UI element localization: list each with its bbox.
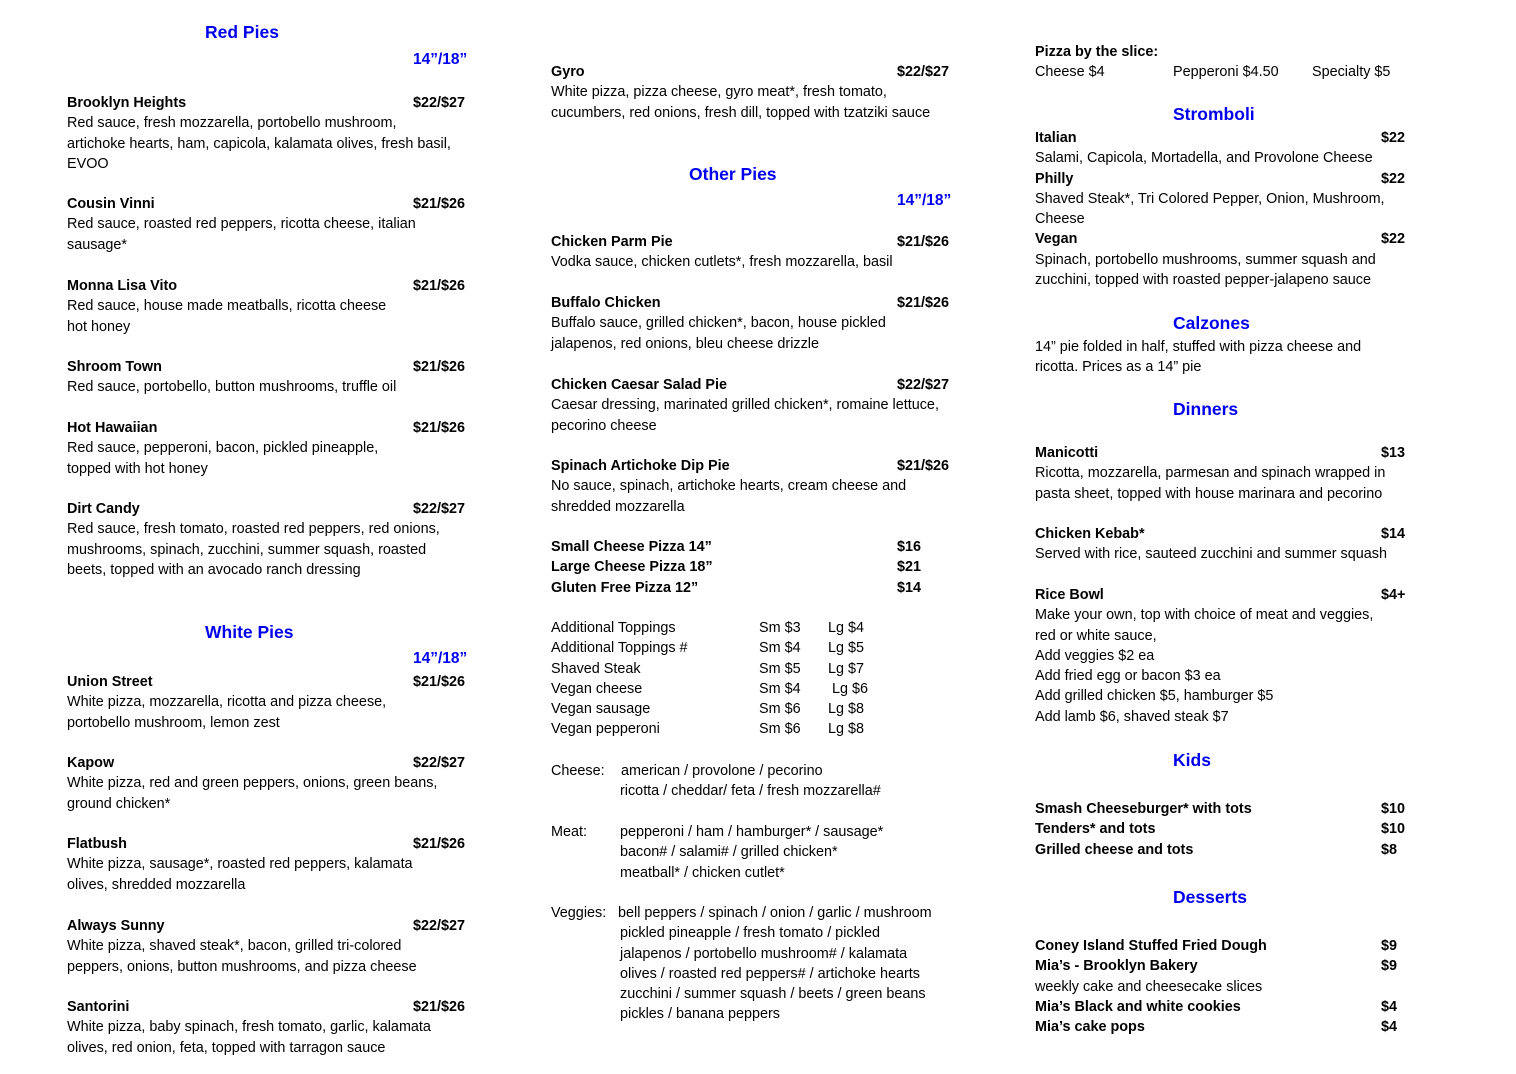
list-line: american / provolone / pecorino (621, 763, 823, 779)
item-desc-line: Red sauce, fresh tomato, roasted red peppers, red onions, (67, 521, 440, 538)
menu-item (551, 232, 981, 273)
menu-item (1035, 128, 1425, 290)
list-label: Cheese: (551, 763, 605, 779)
item-price: $16 (897, 539, 922, 555)
item-name: Italian (1035, 130, 1077, 146)
item-price: $21/$26 (413, 359, 466, 375)
topping-large-price: Lg $8 (828, 721, 865, 738)
item-desc-line: Caesar dressing, marinated grilled chicken*, romaine lettuce, (551, 397, 939, 414)
item-name: Mia’s Black and white cookies (1035, 998, 1241, 1015)
pizza-by-slice (1035, 42, 1425, 83)
slice-label: Pizza by the slice: (1035, 44, 1159, 60)
other-pies-heading: Other Pies (689, 164, 777, 184)
menu-item (67, 418, 487, 479)
item-desc-line: White pizza, shaved steak*, bacon, grilled tri-colored (67, 938, 402, 955)
item-price: $22 (1381, 130, 1406, 146)
item-name: Large Cheese Pizza 18” (551, 559, 713, 576)
table-row (551, 618, 981, 638)
item-price: $21/$26 (413, 278, 466, 294)
item-price: $22/$27 (897, 64, 950, 80)
item-desc-line: Red sauce, pepperoni, bacon, pickled pineapple, (67, 440, 379, 457)
item-name: Monna Lisa Vito (67, 278, 178, 294)
slice-specialty-price: Specialty $5 (1312, 64, 1391, 81)
table-row (551, 719, 981, 739)
item-desc-line: Red sauce, house made meatballs, ricotta cheese (67, 298, 387, 315)
other-pies-size-label: 14”/18” (897, 192, 952, 209)
item-price: $14 (897, 579, 922, 596)
item-price: $9 (1381, 938, 1398, 954)
item-name: Rice Bowl (1035, 587, 1104, 603)
item-price: $21/$26 (413, 196, 466, 212)
topping-large-price: Lg $4 (828, 620, 865, 636)
item-desc-line: Add lamb $6, shaved steak $7 (1035, 708, 1229, 725)
item-desc-line: No sauce, spinach, artichoke hearts, cream cheese and (551, 478, 907, 495)
item-name: Chicken Kebab* (1035, 526, 1145, 542)
item-name: Mia’s cake pops (1035, 1019, 1145, 1036)
menu-item (1035, 524, 1425, 565)
desserts-menu (1035, 936, 1425, 1037)
item-name: Small Cheese Pizza 14” (551, 539, 712, 555)
menu-item (1035, 585, 1425, 727)
topping-small-price: Sm $4 (759, 640, 801, 657)
item-desc-line: red or white sauce, (1035, 627, 1157, 644)
item-desc-line: peppers, onions, button mushrooms, and pizza cheese (67, 958, 417, 975)
item-name: Flatbush (67, 836, 127, 852)
cheese-pizza-list (551, 537, 981, 598)
item-price: $22/$27 (413, 95, 466, 111)
item-name: Smash Cheeseburger* with tots (1035, 801, 1252, 817)
list-item (1035, 840, 1425, 860)
menu-item (67, 276, 487, 337)
list-line: olives / roasted red peppers# / artichoke hearts (620, 965, 920, 982)
item-desc-line: Red sauce, portobello, button mushrooms, truffle oil (67, 379, 397, 396)
topping-name: Vegan cheese (551, 680, 643, 697)
item-desc-line: ground chicken* (67, 795, 171, 812)
list-line: meatball* / chicken cutlet* (620, 864, 785, 881)
item-name: Chicken Caesar Salad Pie (551, 377, 727, 393)
item-desc-line: Spinach, portobello mushrooms, summer squash and (1035, 251, 1376, 268)
item-desc-line: pasta sheet, topped with house marinara and pecorino (1035, 485, 1383, 502)
desserts-heading: Desserts (1173, 887, 1247, 907)
toppings-table (551, 618, 981, 740)
menu-item (67, 997, 487, 1058)
topping-small-price: Sm $6 (759, 721, 801, 738)
list-label: Veggies: (551, 905, 607, 921)
white-pies-size-label: 14”/18” (413, 650, 468, 667)
item-price: $21/$26 (413, 999, 466, 1015)
item-desc-line: Make your own, top with choice of meat and veggies, (1035, 607, 1374, 624)
list-line: bacon# / salami# / grilled chicken* (620, 844, 838, 861)
item-desc-line: Vodka sauce, chicken cutlets*, fresh mozzarella, basil (551, 254, 893, 271)
item-name: Mia’s - Brooklyn Bakery (1035, 958, 1198, 975)
item-price: $13 (1381, 445, 1406, 461)
slice-cheese-price: Cheese $4 (1035, 64, 1105, 81)
item-price: $22/$27 (413, 755, 466, 771)
item-desc-line: beets, topped with an avocado ranch dressing (67, 561, 361, 578)
item-desc-line: White pizza, mozzarella, ricotta and pizza cheese, (67, 694, 387, 711)
menu-item (1035, 443, 1425, 504)
item-price: $21/$26 (897, 295, 950, 311)
item-desc-line: artichoke hearts, ham, capicola, kalamata olives, fresh basil, (67, 135, 451, 152)
item-price: $21/$26 (413, 836, 466, 852)
calzones-description (1035, 337, 1425, 378)
item-name: Philly (1035, 170, 1074, 187)
topping-large-price: Lg $8 (828, 701, 865, 718)
item-desc-line: weekly cake and cheesecake slices (1035, 978, 1263, 995)
item-price: $8 (1381, 841, 1398, 858)
item-name: Kapow (67, 755, 115, 771)
item-desc-line: sausage* (67, 236, 128, 253)
list-item (1035, 1017, 1425, 1037)
menu-item-gyro (551, 62, 981, 123)
item-price: $21/$26 (413, 420, 466, 436)
menu-item (67, 834, 487, 895)
item-price: $10 (1381, 801, 1406, 817)
topping-large-price: Lg $6 (828, 680, 869, 697)
topping-small-price: Sm $6 (759, 701, 801, 718)
menu-item (67, 357, 487, 398)
menu-item (67, 753, 487, 814)
item-price: $21 (897, 559, 922, 576)
menu-item (67, 916, 487, 977)
meat-options (551, 822, 981, 883)
red-pies-size-label: 14”/18” (413, 51, 468, 68)
item-name: Spinach Artichoke Dip Pie (551, 458, 730, 474)
item-desc-line: Add grilled chicken $5, hamburger $5 (1035, 688, 1274, 705)
item-desc-line: EVOO (67, 155, 109, 172)
kids-menu (1035, 799, 1425, 860)
menu-item (67, 93, 487, 174)
item-desc-line: Ricotta, mozzarella, parmesan and spinach wrapped in (1035, 465, 1386, 482)
dinners-heading: Dinners (1173, 399, 1239, 419)
item-name: Manicotti (1035, 445, 1099, 461)
menu-item (551, 456, 981, 517)
list-label: Meat: (551, 824, 587, 840)
item-name: Dirt Candy (67, 501, 140, 517)
item-desc-line: Salami, Capicola, Mortadella, and Provolone Cheese (1035, 150, 1373, 167)
menu-item (67, 499, 487, 580)
list-item (551, 578, 981, 598)
list-item (551, 557, 981, 577)
item-desc-line: hot honey (67, 318, 131, 335)
cheese-options (551, 761, 981, 802)
item-price: $9 (1381, 958, 1398, 975)
item-name: Brooklyn Heights (67, 95, 187, 111)
menu-item (67, 194, 487, 255)
item-price: $22 (1381, 170, 1406, 187)
item-name: Gluten Free Pizza 12” (551, 579, 699, 596)
topping-name: Shaved Steak (551, 660, 641, 677)
item-desc-line: Red sauce, roasted red peppers, ricotta cheese, italian (67, 216, 416, 233)
red-pies-heading: Red Pies (205, 22, 279, 42)
item-price: $10 (1381, 821, 1406, 838)
item-name: Tenders* and tots (1035, 821, 1156, 838)
item-price: $4 (1381, 998, 1398, 1015)
item-name: Santorini (67, 999, 130, 1015)
table-row (551, 699, 981, 719)
list-line: ricotta / cheddar/ feta / fresh mozzarella# (620, 783, 881, 800)
list-line: pickled pineapple / fresh tomato / pickled (620, 925, 880, 942)
topping-large-price: Lg $7 (828, 660, 865, 677)
item-desc-line: Buffalo sauce, grilled chicken*, bacon, house pickled (551, 315, 886, 332)
topping-small-price: Sm $5 (759, 660, 801, 677)
item-desc-line: pecorino cheese (551, 417, 657, 434)
item-desc-line: jalapenos, red onions, bleu cheese drizzle (551, 335, 819, 352)
item-name: Cousin Vinni (67, 196, 155, 212)
item-desc-line: ricotta. Prices as a 14” pie (1035, 359, 1202, 376)
item-desc-line: zucchini, topped with roasted pepper-jalapeno sauce (1035, 272, 1372, 289)
item-price: $21/$26 (413, 674, 466, 690)
item-price: $21/$26 (897, 234, 950, 250)
item-desc-line: portobello mushroom, lemon zest (67, 714, 280, 731)
list-item (551, 537, 981, 557)
menu-item (551, 293, 981, 354)
topping-name: Additional Toppings (551, 620, 676, 636)
item-name: Always Sunny (67, 918, 165, 934)
menu-item (551, 375, 981, 436)
item-desc-line: White pizza, sausage*, roasted red peppers, kalamata (67, 856, 413, 873)
slice-pepperoni-price: Pepperoni $4.50 (1173, 64, 1279, 81)
list-line: pickles / banana peppers (620, 1006, 781, 1023)
item-desc-line: White pizza, red and green peppers, onions, green beans, (67, 775, 438, 792)
topping-name: Vegan pepperoni (551, 721, 660, 738)
item-desc-line: Cheese (1035, 211, 1085, 228)
item-name: Vegan (1035, 231, 1078, 248)
item-desc-line: mushrooms, spinach, zucchini, summer squash, roasted (67, 541, 427, 558)
item-price: $4+ (1381, 587, 1406, 603)
item-desc-line: shredded mozzarella (551, 498, 685, 515)
list-item (1035, 956, 1425, 976)
item-name: Grilled cheese and tots (1035, 841, 1194, 858)
item-desc-line: cucumbers, red onions, fresh dill, topped with tzatziki sauce (551, 104, 931, 121)
list-item (1035, 936, 1425, 956)
veggie-options (551, 903, 981, 1025)
topping-small-price: Sm $3 (759, 620, 801, 636)
item-desc-line: topped with hot honey (67, 460, 208, 477)
item-desc-line: olives, red onion, feta, topped with tarragon sauce (67, 1039, 386, 1056)
white-pies-heading: White Pies (205, 622, 294, 642)
item-price: $22/$27 (413, 918, 466, 934)
table-row (551, 679, 981, 699)
topping-name: Vegan sausage (551, 701, 651, 718)
list-line: zucchini / summer squash / beets / green beans (620, 986, 926, 1003)
list-item (1035, 799, 1425, 819)
item-name: Union Street (67, 674, 153, 690)
list-item (1035, 997, 1425, 1017)
table-row (551, 638, 981, 658)
topping-small-price: Sm $4 (759, 680, 801, 697)
item-desc-line: Add fried egg or bacon $3 ea (1035, 668, 1221, 685)
item-desc-line: olives, shredded mozzarella (67, 876, 246, 893)
item-desc-line: 14” pie folded in half, stuffed with pizza cheese and (1035, 339, 1362, 355)
item-name: Gyro (551, 64, 585, 80)
item-name: Shroom Town (67, 359, 162, 375)
list-line: pepperoni / ham / hamburger* / sausage* (620, 824, 884, 840)
menu-item (67, 672, 487, 733)
item-desc-line: White pizza, baby spinach, fresh tomato, garlic, kalamata (67, 1019, 431, 1036)
item-desc-line: Shaved Steak*, Tri Colored Pepper, Onion, Mushroom, (1035, 190, 1385, 207)
item-price: $21/$26 (897, 458, 950, 474)
item-name: Coney Island Stuffed Fried Dough (1035, 938, 1267, 954)
item-name: Chicken Parm Pie (551, 234, 673, 250)
item-price: $14 (1381, 526, 1406, 542)
kids-heading: Kids (1173, 750, 1211, 770)
list-item (1035, 819, 1425, 839)
item-name: Buffalo Chicken (551, 295, 661, 311)
item-desc-line: Red sauce, fresh mozzarella, portobello mushroom, (67, 115, 397, 132)
table-row (551, 659, 981, 679)
list-line: bell peppers / spinach / onion / garlic / mushroom (618, 905, 932, 921)
item-price: $22/$27 (897, 377, 950, 393)
item-desc-line: Served with rice, sauteed zucchini and summer squash (1035, 546, 1387, 563)
item-price: $22 (1381, 231, 1406, 248)
item-price: $22/$27 (413, 501, 466, 517)
item-name: Hot Hawaiian (67, 420, 158, 436)
list-line: jalapenos / portobello mushroom# / kalamata (620, 945, 908, 962)
topping-large-price: Lg $5 (828, 640, 865, 657)
topping-name: Additional Toppings # (551, 640, 688, 657)
item-desc-line: White pizza, pizza cheese, gyro meat*, fresh tomato, (551, 84, 887, 101)
calzones-heading: Calzones (1173, 313, 1250, 333)
stromboli-heading: Stromboli (1173, 104, 1255, 124)
item-desc-line: Add veggies $2 ea (1035, 647, 1155, 664)
item-price: $4 (1381, 1019, 1398, 1036)
